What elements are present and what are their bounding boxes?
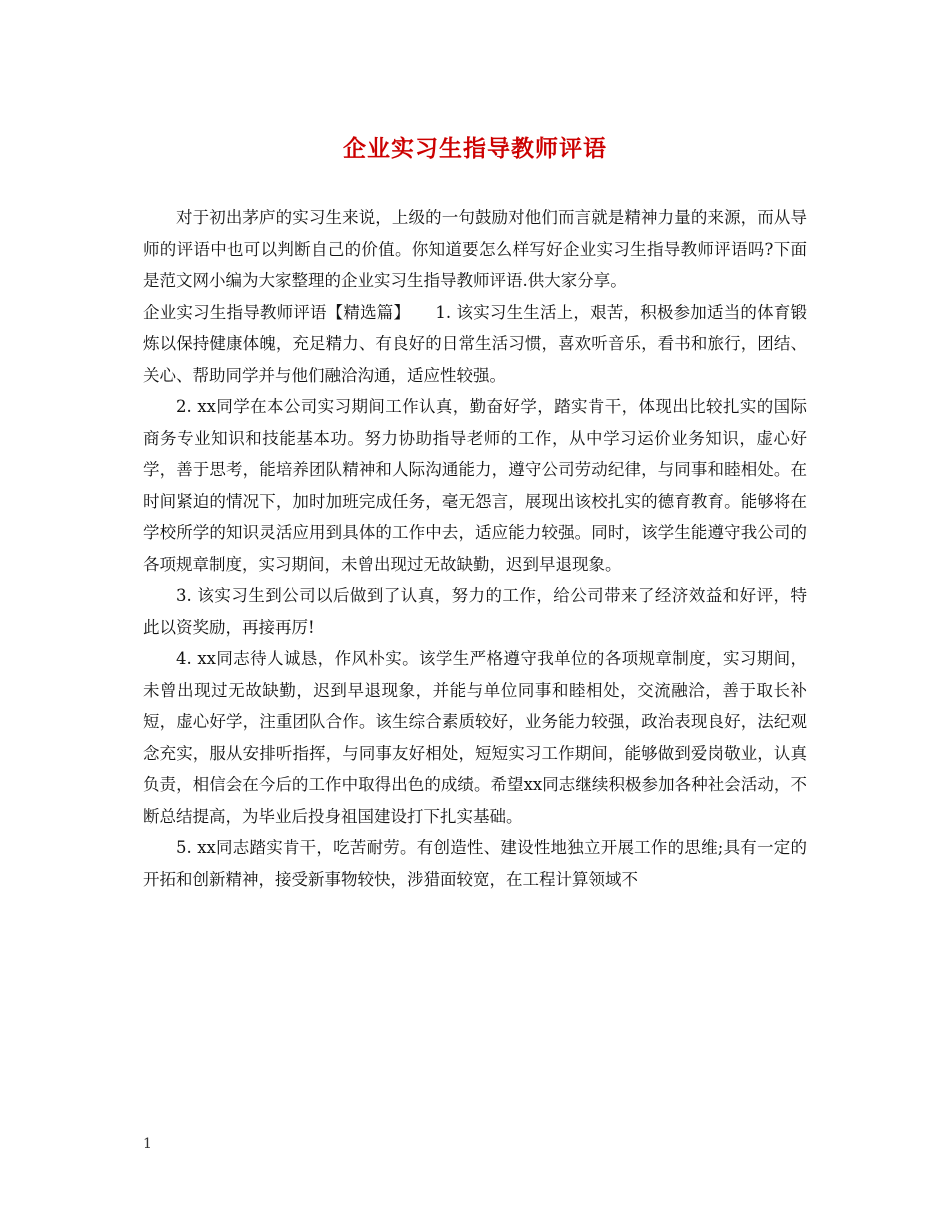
intro-paragraph: 对于初出茅庐的实习生来说，上级的一句鼓励对他们而言就是精神力量的来源，而从导师的评语中也可以判断自己的价值。你知道要怎么样写好企业实习生指导教师评语吗?下面是范文网小编为大家整理的企业实习生指导教师评语.供大家分享。: [143, 208, 807, 290]
comment-paragraph-3: 3. 该实习生到公司以后做到了认真，努力的工作，给公司带来了经济效益和好评，特此以资奖励，再接再厉!: [143, 586, 807, 637]
comment-paragraph-5: 5. xx同志踏实肯干，吃苦耐劳。有创造性、建设性地独立开展工作的思维;具有一定的开拓和创新精神，接受新事物较快，涉猎面较宽，在工程计算领域不: [143, 838, 807, 889]
document-title: 企业实习生指导教师评语: [343, 135, 607, 162]
comment-paragraph-2: 2. xx同学在本公司实习期间工作认真，勤奋好学，踏实肯干，体现出比较扎实的国际商务专业知识和技能基本功。努力协助指导老师的工作，从中学习运价业务知识，虚心好学，善于思考，能培养团队精神和人际沟通能力，遵守公司劳动纪律，与同事和睦相处。在时间紧迫的情况下，加时加班完成任务，毫无怨言，展现出该校扎实的德育教育。能够将在学校所学的知识灵活应用到具体的工作中去，适应能力较强。同时，该学生能遵守我公司的各项规章制度，实习期间，未曾出现过无故缺勤，迟到早退现象。: [143, 397, 807, 574]
document-body: [143, 202, 807, 895]
comment-paragraph-4: 4. xx同志待人诚恳，作风朴实。该学生严格遵守我单位的各项规章制度，实习期间，未曾出现过无故缺勤，迟到早退现象，并能与单位同事和睦相处，交流融洽，善于取长补短，虚心好学，注重团队合作。该生综合素质较好，业务能力较强，政治表现良好，法纪观念充实，服从安排听指挥，与同事友好相处，短短实习工作期间，能够做到爱岗敬业，认真负责，相信会在今后的工作中取得出色的成绩。希望xx同志继续积极参加各种社会活动，不断总结提高，为毕业后投身祖国建设打下扎实基础。: [143, 649, 807, 826]
page-number: 1: [143, 1136, 152, 1152]
comment-paragraph-1: 企业实习生指导教师评语【精选篇】 1. 该实习生生活上，艰苦，积极参加适当的体育锻炼以保持健康体魄，充足精力、有良好的日常生活习惯，喜欢听音乐，看书和旅行，团结、关心、帮助同学并与他们融洽沟通，适应性较强。: [143, 302, 807, 385]
